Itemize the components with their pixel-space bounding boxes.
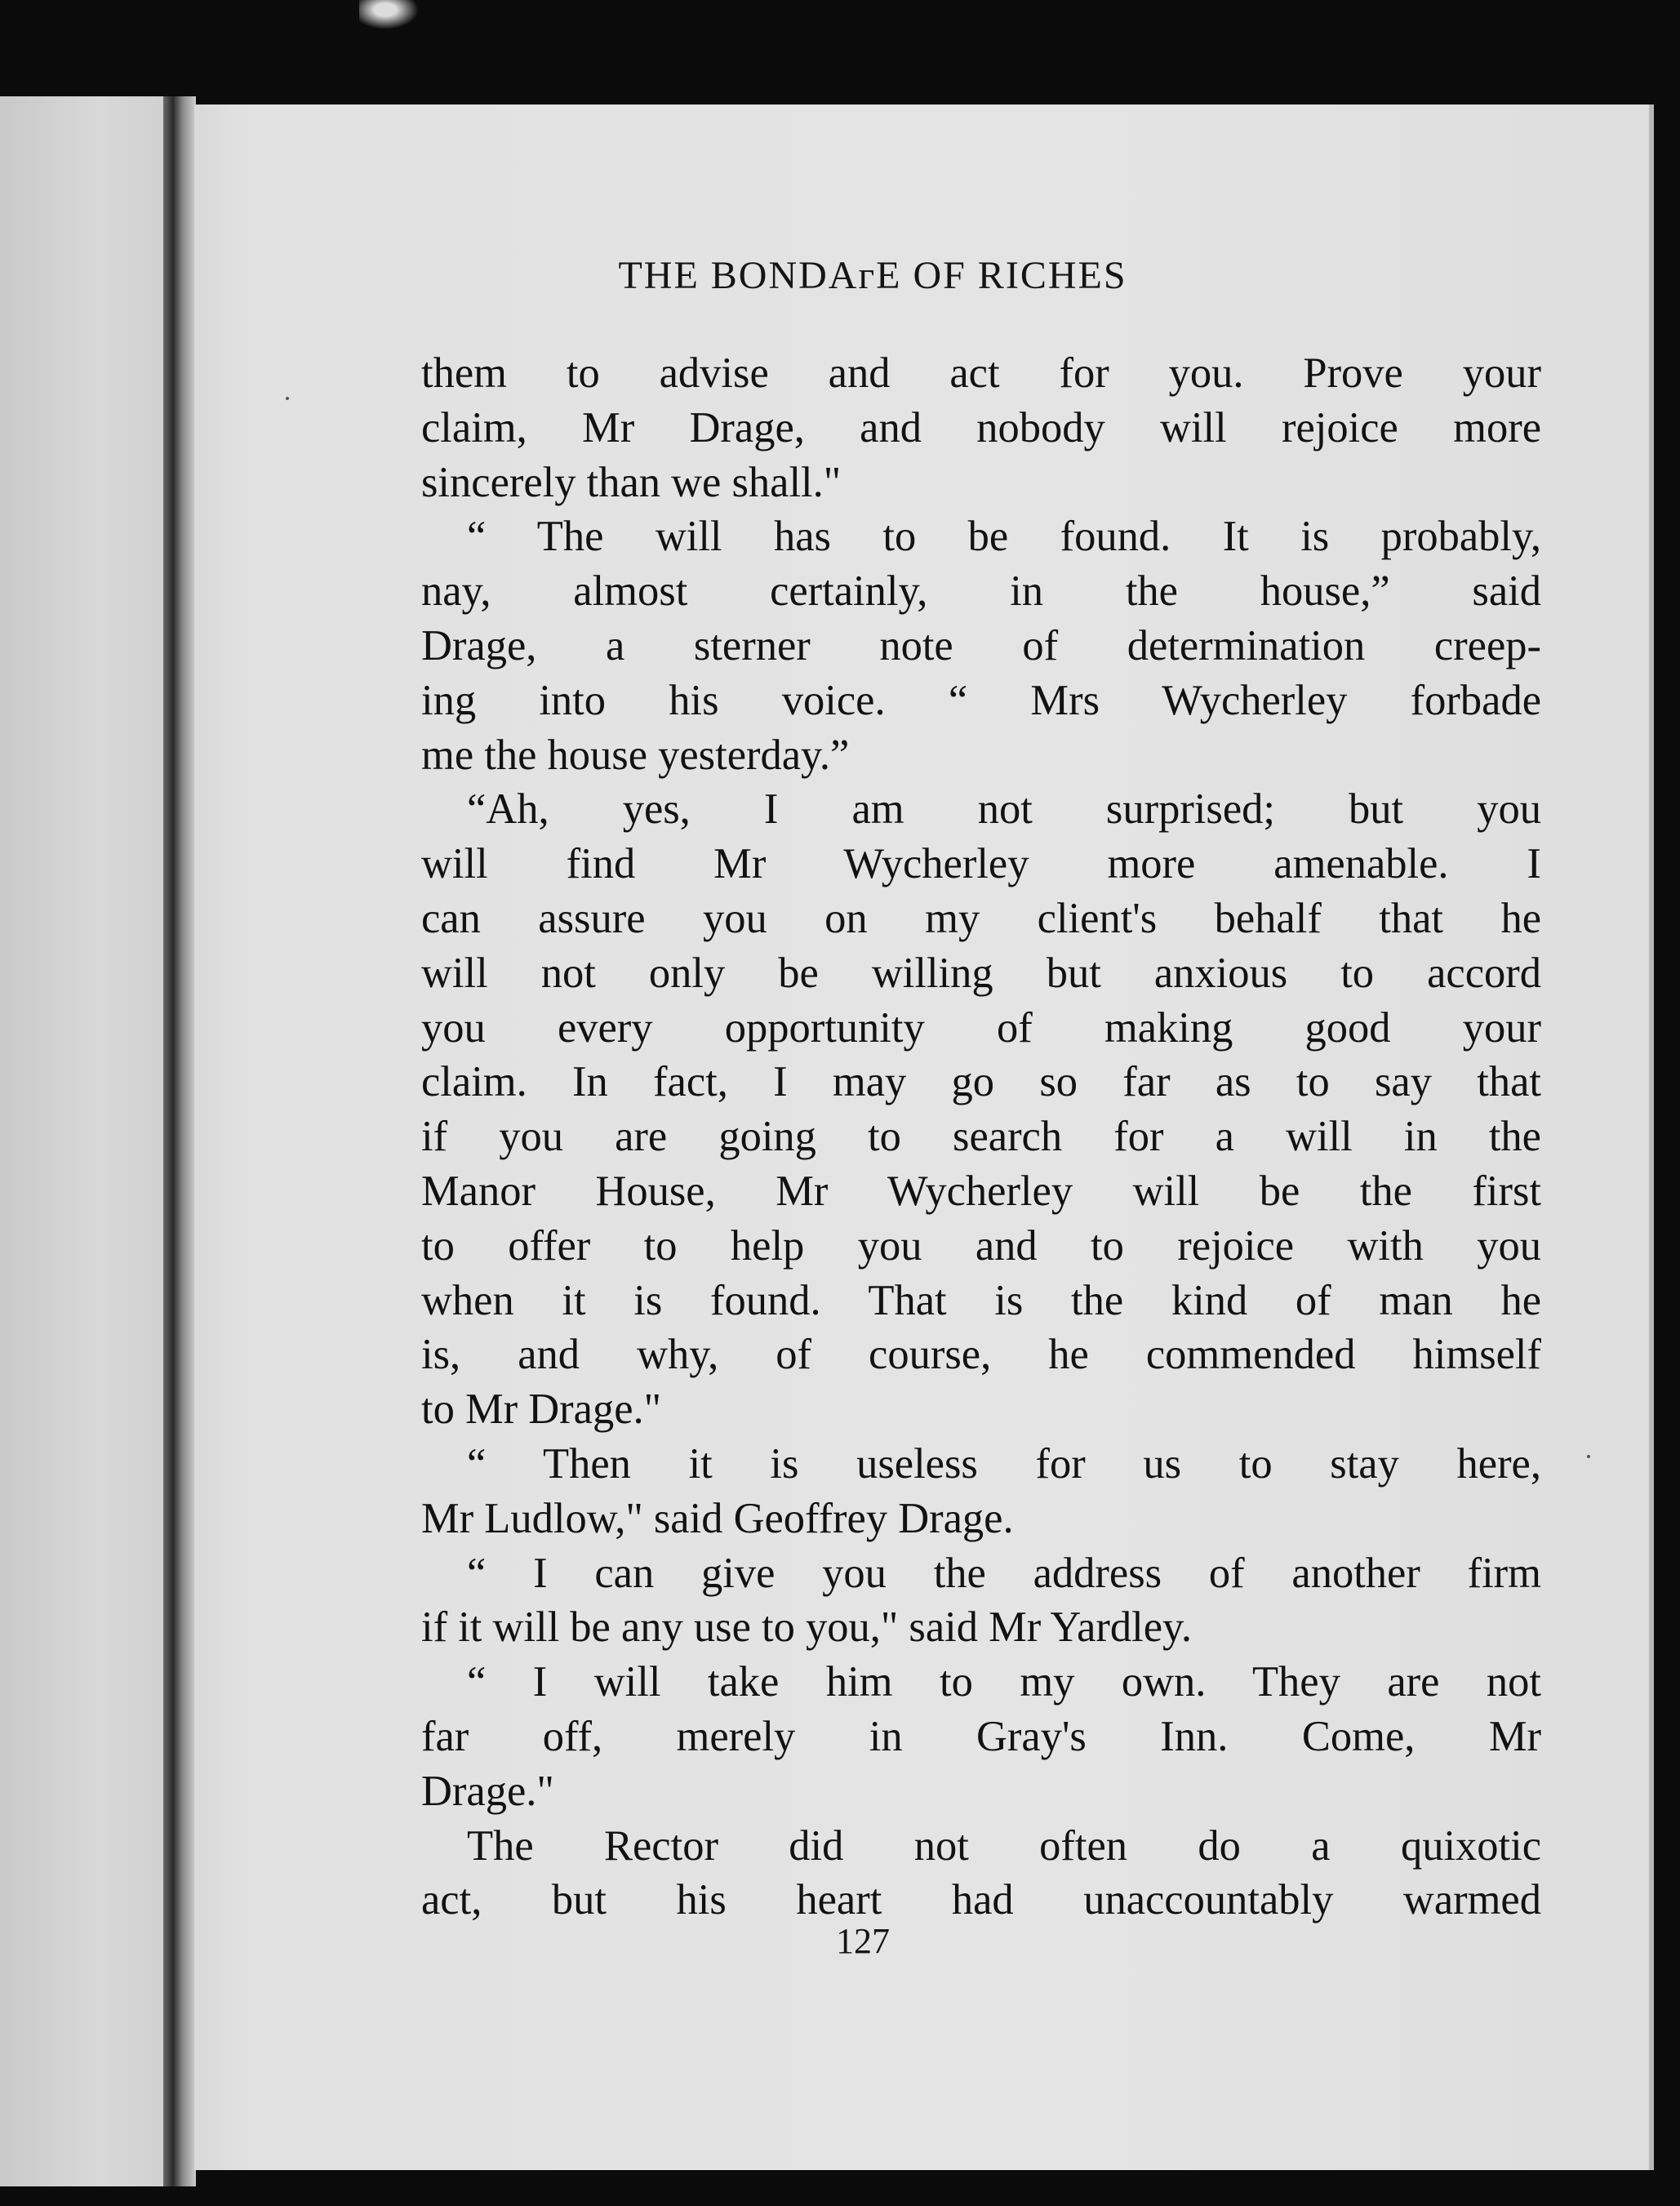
- body-text: [421, 346, 1541, 1928]
- text-line: act, but his heart had unaccountably warmed: [421, 1876, 1541, 1924]
- text-line: can assure you on my client's behalf that he: [421, 894, 1541, 942]
- text-line: ing into his voice. “ Mrs Wycherley forbade: [421, 676, 1541, 724]
- text-line: if it will be any use to you," said Mr Yardley.: [421, 1603, 1192, 1652]
- text-line: “Ah, yes, I am not surprised; but you: [467, 785, 1541, 834]
- scan-artifact: [359, 0, 424, 33]
- text-line: “ The will has to be found. It is probably,: [467, 513, 1541, 561]
- running-head: THE BONDAᴦE OF RICHES: [618, 254, 1127, 297]
- text-line: to Mr Drage.": [421, 1385, 662, 1434]
- text-line: Mr Ludlow," said Geoffrey Drage.: [421, 1494, 1014, 1542]
- facing-page-edge: [0, 96, 168, 2186]
- text-line: will find Mr Wycherley more amenable. I: [421, 840, 1541, 888]
- text-line: will not only be willing but anxious to accord: [421, 949, 1541, 997]
- book-page: [194, 105, 1654, 2170]
- text-line: Manor House, Mr Wycherley will be the first: [421, 1167, 1541, 1215]
- text-line: is, and why, of course, he commended himself: [421, 1331, 1541, 1379]
- text-line: The Rector did not often do a quixotic: [467, 1821, 1541, 1870]
- text-line: Drage, a sterner note of determination creep-: [421, 621, 1541, 669]
- text-line: “ I can give you the address of another firm: [467, 1549, 1541, 1597]
- text-line: them to advise and act for you. Prove your: [421, 349, 1541, 397]
- text-line: claim. In fact, I may go so far as to say that: [421, 1058, 1541, 1106]
- text-line: you every opportunity of making good your: [421, 1003, 1541, 1052]
- text-line: “ I will take him to my own. They are not: [467, 1658, 1541, 1706]
- text-line: “ Then it is useless for us to stay here,: [467, 1439, 1541, 1488]
- text-line: far off, merely in Gray's Inn. Come, Mr: [421, 1712, 1541, 1760]
- text-line: me the house yesterday.”: [421, 731, 850, 779]
- text-line: claim, Mr Drage, and nobody will rejoice more: [421, 403, 1541, 451]
- text-line: nay, almost certainly, in the house,” said: [421, 567, 1541, 616]
- paper-speck: [1587, 1455, 1590, 1458]
- page-number: 127: [836, 1921, 890, 1961]
- text-line: if you are going to search for a will in the: [421, 1113, 1541, 1161]
- text-line: sincerely than we shall.": [421, 458, 842, 506]
- text-line: to offer to help you and to rejoice with you: [421, 1221, 1541, 1270]
- text-line: Drage.": [421, 1767, 554, 1815]
- paper-speck: [286, 397, 289, 400]
- book-gutter: [163, 96, 196, 2186]
- text-line: when it is found. That is the kind of man he: [421, 1276, 1541, 1324]
